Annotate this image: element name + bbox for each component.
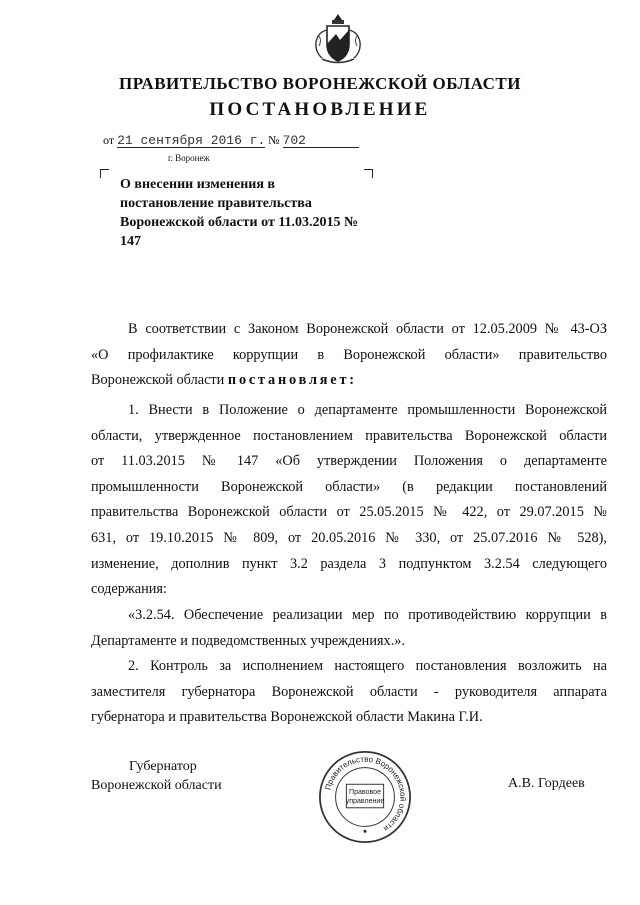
signatory-name: А.В. Гордеев [508,776,585,791]
position-line: Губернатор [129,759,197,774]
item-1-paragraph [91,398,607,603]
position-line: Воронежской области [91,778,222,793]
document-date-number [103,133,359,148]
text-line: правительства Воронежской области от 25.05.2015 № 422, от 29.07.2015 № [91,504,607,521]
preamble-paragraph [91,317,607,394]
text-line: Департаменте и подведомственных учреждениях.». [91,632,406,649]
stamp-ring-text: Правительство Воронежской области [323,754,408,834]
subject-bracket-left [100,169,109,178]
date-prefix: от [103,133,115,147]
text-line: содержания: [91,581,167,598]
text-line: изменение, дополнив пункт 3.2 раздела 3 подпунктом 3.2.54 следующего [91,555,607,572]
resolution-keyword: постановляет: [227,372,357,389]
text-line: «О профилактике коррупции в Воронежской области» правительство [91,346,607,363]
preamble-last: Воронежской области [91,372,228,389]
document-number: 702 [283,134,359,148]
text-line: промышленности Воронежской области» (в редакции постановлений [91,478,607,495]
text-line: заместителя губернатора Воронежской области - руководителя аппарата [91,683,607,700]
legal-department-stamp [316,748,414,846]
text-line: 2. Контроль за исполнением настоящего постановления возложить на [128,658,607,674]
coat-of-arms-emblem [310,10,366,68]
text-line: 631, от 19.10.2015 № 809, от 20.05.2016 № 330, от 25.07.2016 № 528), [91,529,607,546]
government-title: ПРАВИТЕЛЬСТВО ВОРОНЕЖСКОЙ ОБЛАСТИ [118,74,521,93]
stamp-center-line: управление [345,797,385,805]
stamp-center-line: Правовое [349,789,381,797]
text-line: В соответствии с Законом Воронежской области от 12.05.2009 № 43-ОЗ [128,321,607,337]
document-city: г. Воронеж [168,153,210,163]
text-line: «3.2.54. Обеспечение реализации мер по противодействию коррупции в [128,607,607,623]
item-2-paragraph [91,654,607,731]
text-line: области, утвержденное постановлением правительства Воронежской области [91,427,607,444]
number-prefix: № [268,133,280,147]
document-subject: О внесении изменения в постановление правительства Воронежской области от 11.03.2015 № 147 [120,177,359,249]
document-date: 21 сентября 2016 г. [117,133,266,148]
quote-paragraph [91,603,607,654]
text-line: губернатора и правительства Воронежской области Макина Г.И. [91,709,483,726]
text-line: от 11.03.2015 № 147 «Об утверждении Положения о департаменте [91,453,607,470]
document-type-heading: ПОСТАНОВЛЕНИЕ [209,99,431,120]
text-line: 1. Внести в Положение о департаменте промышленности Воронежской [128,402,607,418]
text-line [91,368,607,394]
signatory-position [91,757,222,795]
